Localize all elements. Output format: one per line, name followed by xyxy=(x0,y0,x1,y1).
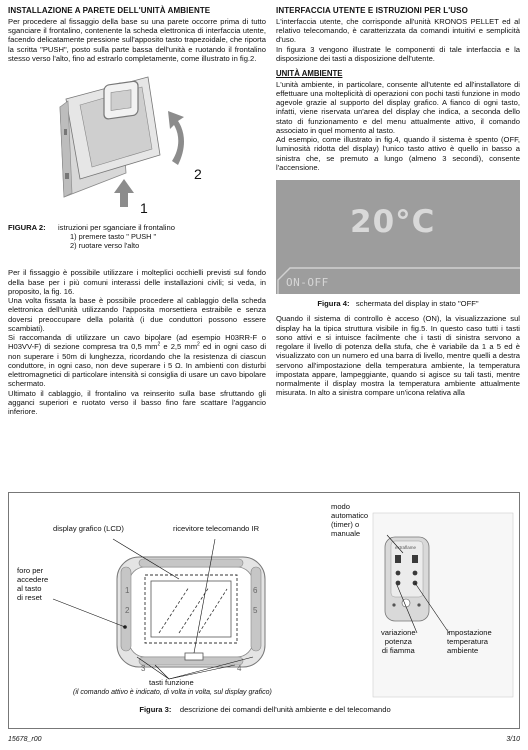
cable-paragraph: Si raccomanda di utilizzare un cavo bipolare (ad esempio H03RR-F o H03VV-F) di sezione compresa tra 0,5 $mm^2$ e 2,5 $mm^2$ ed in ogni caso di non superare i 50m di lunghezza, ricordando che la resistenza di ciascun conduttore, in ogni caso, non deve superare i 5 Ω. In ambienti con disturbi elettromagnetici di particolare intensità si consiglia di usare un cavo bipolare schermato. xyxy=(8,333,267,389)
subsection-title-unit: UNITÀ AMBIENTE xyxy=(276,69,343,78)
label-flame-power: variazione potenza di fiamma xyxy=(381,628,416,655)
unit-paragraph-1: L'unità ambiente, in particolare, consente all'utente ed all'installatore di effettuare una molteplicità di operazioni con pochi tasti funzione in modo agevole grazie al supporto del display grafico. A fianco di ogni tasto, infatti, viene riservata un'area del display che indica, a seconda dello stato di funzionamento e del menu attualmente attivo, il comando associato in quel momento al tasto. xyxy=(276,79,520,135)
figure-4-caption xyxy=(276,299,520,308)
left-column xyxy=(8,6,266,416)
key-number: 4 xyxy=(237,664,242,673)
wiring-paragraph: Una volta fissata la base è possibile procedere al cablaggio della scheda elettronica dell'unità utilizzando l'apposita morsettiera estraibile e senza doversi preoccupare della polarità (i due conduttori possono essere scambiati). xyxy=(8,296,266,333)
unit-paragraph-2: Ad esempio, come illustrato in fig.4, quando il sistema è spento (OFF, luminosità ridotta del display) l'unico tasto attivo è quello in basso a sinistra che, se premuto a lungo (almeno 3 secondi), consente l'accensione. xyxy=(276,135,520,172)
key-number: 6 xyxy=(253,586,258,595)
arrow-up-icon xyxy=(114,179,134,207)
label-temperature-setting: impostazione temperatura ambiente xyxy=(447,628,492,655)
section-title-interface: INTERFACCIA UTENTE E ISTRUZIONI PER L'USO xyxy=(276,6,468,15)
fig2-number-2: 2 xyxy=(194,166,202,182)
right-column xyxy=(276,6,520,398)
page-footer xyxy=(8,736,520,745)
interface-intro-2: In figura 3 vengono illustrate le componenti di tale interfaccia e la disposizione dei tasti a disposizione dell'utente. xyxy=(276,44,520,63)
figure-2-caption xyxy=(8,223,266,250)
key-number: 5 xyxy=(253,606,258,615)
section-title-installation: INSTALLAZIONE A PARETE DELL'UNITÀ AMBIENTE xyxy=(8,6,211,15)
display-temperature: 20°C xyxy=(350,204,436,240)
figure-3-label: Figura 3: xyxy=(139,705,172,714)
interface-intro: L'interfaccia utente, che corrisponde all'unità KRONOS PELLET ed al relativo telecomando, è caratterizzata da comandi intuitivi e semplicità d'uso. xyxy=(276,16,520,45)
superscript: 2 xyxy=(157,341,161,348)
label-function-keys: tasti funzione xyxy=(149,678,194,687)
label-lcd-display: display grafico (LCD) xyxy=(53,524,124,533)
figure-4-label: Figura 4: xyxy=(317,299,350,308)
superscript: 2 xyxy=(197,341,200,348)
reinsert-paragraph: Ultimato il cablaggio, il frontalino va reinserito sulla base sfruttando gli agganci superiori e ruotato verso il basso fino fare scattare l'aggancio inferiore. xyxy=(8,388,266,417)
key-number: 2 xyxy=(125,606,130,615)
installation-intro: Per procedere al fissaggio della base su una parete occorre prima di tutto sganciare il frontalino, contenente la scheda elettronica di interfaccia utente, facendo delicatamente pressione sull'apposito tasto trapezoidale, che riporta la scritta "PUSH", posto sulla parte bassa dell'unità e ruotando il frontalino stesso verso l'alto, fino ad estrarlo completamente, come illustrato in fig.2. xyxy=(8,16,266,63)
figure-2-label: FIGURA 2: xyxy=(8,223,46,232)
label-reset-hole: foro per accedere al tasto di reset xyxy=(17,566,49,602)
display-on-off-label: ON-OFF xyxy=(286,276,329,289)
figure-4-text: schermata del display in stato "OFF" xyxy=(355,299,479,308)
label-ir-receiver: ricevitore telecomando IR xyxy=(173,524,260,533)
figure-2-step: 1) premere tasto " PUSH " xyxy=(70,232,157,242)
fixing-paragraph: Per il fissaggio è possibile utilizzare i molteplici occhielli previsti sul fondo della base per i più comuni interassi delle installazioni civili; si veda, in proposito, la fig. 16. xyxy=(8,268,266,296)
key-number: 1 xyxy=(125,586,130,595)
label-mode: modo automatico (timer) o manuale xyxy=(331,502,369,538)
figure-3 xyxy=(8,492,520,729)
document-code: 15678_r00 xyxy=(8,736,42,743)
unit-paragraph-3: Quando il sistema di controllo è acceso (ON), la visualizzazione sul display ha la tipica struttura visibile in fig.5. In questo caso tutti i tasti sono attivi e si intuisce facilmente che i tasti di sinistra servono a regolare il livello di potenza della stufa, che è variabile da 1 a 5 ed è visualizzato con un numero ed una barra di livello, mentre quelli a destra servono all'impostazione della temperatura ambiente, la temperatura impostata appare, lampeggiante, quando si agisce su tali tasti, mentre normalmente il display mostra la temperatura ambiente attualmente misurata. In alto a sinistra compare un'icona relativa alla xyxy=(276,314,520,398)
figure-4-display xyxy=(276,180,520,294)
figure-3-text: descrizione dei comandi dell'unità ambiente e del telecomando xyxy=(179,705,391,714)
figure-2-step: 2) ruotare verso l'alto xyxy=(70,241,140,251)
label-function-keys-note: (il comando attivo è indicato, di volta in volta, sul display grafico) xyxy=(73,689,272,696)
key-number: 3 xyxy=(141,664,146,673)
figure-3-caption xyxy=(9,705,521,714)
figure-2 xyxy=(8,69,266,219)
curved-arrow-icon xyxy=(168,111,184,165)
page-number: 3/10 xyxy=(506,736,520,743)
figure-2-illustration xyxy=(8,69,266,219)
fig2-number-1: 1 xyxy=(140,200,148,216)
figure-2-text: istruzioni per sganciare il frontalino xyxy=(58,223,175,232)
remote-brand: extraflame xyxy=(395,545,417,550)
